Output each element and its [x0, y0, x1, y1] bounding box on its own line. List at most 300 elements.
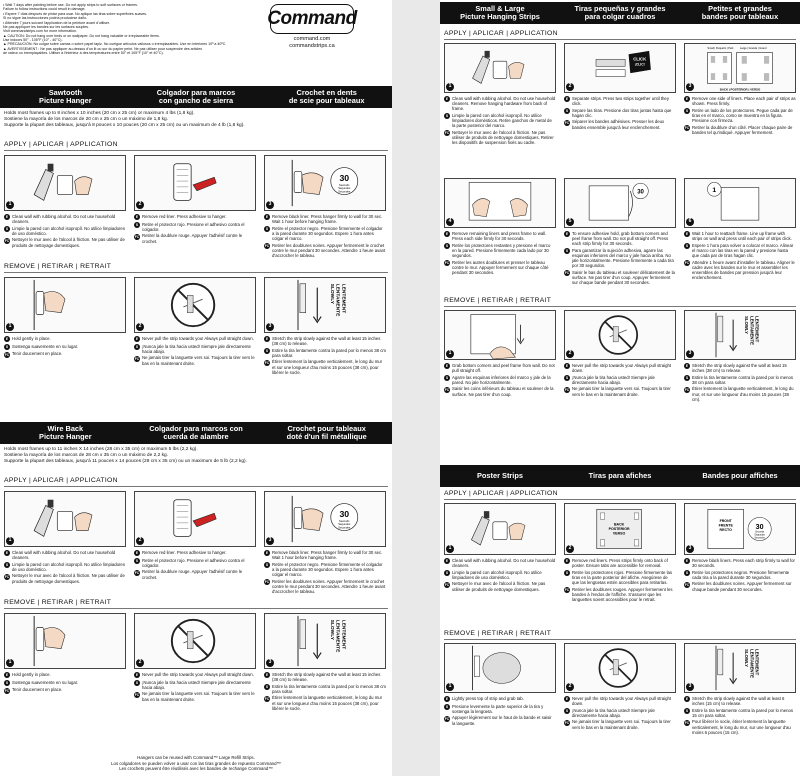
- language-badge: E: [5, 337, 9, 342]
- step-drawing: [265, 492, 385, 546]
- language-badge: S: [445, 704, 449, 709]
- slowly-label: LENTEMENT: [340, 283, 346, 314]
- step-text: Limpie la pared con alcohol isopropíl. No utilice limpiadores de uso doméstico.: [12, 225, 125, 236]
- title-line: Crochet pour tableaux: [287, 424, 366, 434]
- step-illustration: [134, 155, 256, 211]
- step-drawing: [685, 504, 795, 554]
- step-line: [564, 375, 676, 385]
- step-line: [684, 719, 796, 734]
- language-badge: E: [445, 559, 449, 564]
- step-drawing: [565, 644, 675, 692]
- step-text: Separate strips. Press two strips together until they click.: [572, 96, 669, 107]
- step-number: 3: [686, 545, 694, 553]
- step-line: [264, 336, 386, 346]
- step-text: Presione levemente la parte superior de la tira y sostenga la lengüeta.: [452, 703, 544, 714]
- warning-line: Visit commandstrips.com for more information.: [3, 29, 78, 34]
- strips-remove-heading: REMOVE | RETIRAR | RETRAIT: [444, 297, 552, 304]
- poster-title-en: [440, 472, 560, 480]
- step-illustration: [444, 310, 556, 360]
- step-illustration: [264, 155, 386, 211]
- seconds-label: Segundos: [338, 187, 351, 191]
- step-instructions: [684, 96, 796, 136]
- language-badge: FC: [564, 271, 570, 276]
- title-line: Colgador para marcos: [156, 88, 236, 98]
- step-text: Nettoyer le mur avec de l'alcool à friction. Ne pas utiliser de produits de nettoyage domestiques.: [12, 573, 125, 584]
- slowly-label: LENTEMENT: [754, 649, 760, 676]
- step-text: Retire el protector negro. Presione firmemente el colgador a la pared durante 30 segundos. Espere 1 hora antes colgar el marco.: [272, 225, 383, 242]
- step-instructions: [4, 550, 126, 585]
- step-instructions: [684, 558, 796, 593]
- step-number: 2: [566, 545, 574, 553]
- language-badge: FC: [684, 260, 690, 265]
- step-line: [564, 719, 676, 729]
- step-text: Retirer la doublure d'un côté. Placer chaque paire de bandes tel qu'indiqué. Appuyer fermement.: [692, 124, 793, 135]
- step-text: Retire un lado de los protectores. Pegue cada par de tiras en el marco, como se muestra en la figura. Presione con firmeza.: [692, 107, 793, 124]
- step-text: Retire los protectores negros. Presione firmemente cada tira a la pared durante 30 segundos.: [692, 569, 790, 580]
- poster-front-label: FRENTE: [718, 523, 733, 528]
- step-drawing: [565, 179, 675, 227]
- slowly-label: SLOWLY: [328, 283, 334, 304]
- wire-capacity: [4, 447, 388, 464]
- step-instructions: [684, 231, 796, 282]
- step-illustration: [264, 277, 386, 333]
- divider: [444, 639, 796, 640]
- sawtooth-title-fr: [261, 89, 392, 105]
- step-drawing: [5, 492, 125, 546]
- title-line: cuerda de alambre: [163, 432, 229, 441]
- step-text: Retire el protector negro. Presione firmemente el colgador a la pared durante 30 segundos. Espere 1 hora antes colgar el marco.: [272, 561, 383, 578]
- sawtooth-title-en: [0, 89, 131, 105]
- step-instructions: [444, 696, 556, 727]
- step-drawing: [445, 311, 555, 359]
- language-badge: FC: [444, 260, 450, 265]
- step-line: [564, 248, 676, 269]
- step-number: 1: [446, 683, 454, 691]
- step-illustration: [134, 613, 256, 669]
- step-text: Grab bottom corners and peel frame from wall. Do not pull straight off.: [452, 363, 555, 374]
- language-badge: S: [135, 680, 139, 685]
- language-badge: FC: [134, 692, 140, 697]
- language-badge: E: [265, 551, 269, 556]
- step-text: Stretch the strip slowly against the wall at least 15 inches (38 cm) to release.: [272, 336, 381, 347]
- step-number: 3: [686, 350, 694, 358]
- language-badge: FC: [264, 579, 270, 584]
- step-drawing: [265, 156, 385, 210]
- step-number: 2: [136, 201, 144, 209]
- step-text: Agarre las esquinas inferiores del marco y jale de la pared. No jale horizontalmente.: [452, 374, 551, 385]
- poster-back-label: BACK: [613, 522, 625, 527]
- step-line: [134, 558, 256, 568]
- step-text: Estire la tira lentamente contra la pared por lo menos 38 cm para soltar.: [272, 683, 386, 694]
- step-line: [4, 344, 126, 350]
- step-text: Limpie la pared con alcohol isopropíl. No utilice limpiadores domésticos. Retire ganchos de metal de la parte posterior del marco.: [452, 112, 552, 129]
- step-illustration: [444, 643, 556, 693]
- step-illustration: [134, 491, 256, 547]
- step-line: [684, 696, 796, 706]
- step-illustration: [4, 491, 126, 547]
- seconds-label: Segundos: [338, 523, 351, 527]
- step-line: [444, 363, 556, 373]
- step-instructions: [4, 336, 126, 359]
- title-line: Crochet en dents: [296, 88, 357, 98]
- step-illustration: [564, 503, 676, 555]
- step-text: Estire la tira lentamente contra la pared por lo menos 38 cm para soltar.: [692, 374, 794, 385]
- language-badge: FC: [564, 120, 570, 125]
- slowly-label: LENTEMENT: [754, 316, 760, 343]
- step-drawing: [5, 278, 125, 332]
- language-badge: FC: [564, 387, 570, 392]
- step-line: [264, 359, 386, 374]
- step-number: 1: [6, 659, 14, 667]
- step-illustration: [444, 503, 556, 555]
- seconds-label: Segundos: [754, 534, 765, 537]
- seconds-label: Seconds: [755, 531, 765, 534]
- title-line: Tiras pequeñas y grandes: [574, 4, 666, 14]
- step-illustration: [684, 43, 796, 93]
- step-line: [564, 108, 676, 118]
- step-line: [444, 581, 556, 591]
- step-text: Remove black liner. Press hanger firmly to wall for 30 sec. Wait 1 hour before hanging frame.: [272, 550, 383, 561]
- step-text: Sostenga suavemente en su lugar.: [12, 343, 79, 349]
- step-text: Estire la tira lentamente contra la pared por lo menos 15 cm para soltar.: [692, 707, 794, 718]
- brand-urls: [262, 36, 362, 49]
- size-large-label: Large | Grande | Grand: [740, 47, 767, 51]
- seconds-label: Seconds: [339, 519, 350, 523]
- step-text: Never pull the strip towards you! Always pull straight down.: [572, 363, 672, 374]
- step-line: [444, 386, 556, 396]
- step-illustration: [444, 43, 556, 93]
- step-text: Ne jamais tirer la languette vers soi. Toujours la tirer vers le bas en la maintenant droite.: [572, 719, 671, 730]
- language-badge: S: [685, 375, 689, 380]
- step-line: [264, 226, 386, 241]
- language-badge: S: [265, 684, 269, 689]
- slowly-label: LENTAMENTE: [334, 283, 340, 317]
- step-illustration: [134, 277, 256, 333]
- sawtooth-capacity: [4, 111, 388, 128]
- slowly-label: LENTAMENTE: [334, 619, 340, 653]
- language-badge: FC: [134, 356, 140, 361]
- step-line: [684, 375, 796, 385]
- step-line: [564, 270, 676, 285]
- step-line: [134, 336, 256, 342]
- step-text: Retire los protectores restantes y presione el marco en la pared. Presione firmemente cada lado por 30 segundos.: [452, 242, 551, 259]
- step-number: 3: [266, 659, 274, 667]
- title-line: Petites et grandes: [708, 4, 772, 14]
- step-text: ¡Nunca jale la tira hacia usted! Siempre jale directamente hacia abajo.: [142, 679, 251, 690]
- step-line: [684, 581, 796, 591]
- step-line: [684, 96, 796, 106]
- language-badge: S: [445, 375, 449, 380]
- warning-line: Ne pas appliquer les bandes sur les surfaces souples.: [3, 24, 90, 29]
- step-line: [264, 214, 386, 224]
- step-line: [564, 570, 676, 585]
- step-text: To ensure adhesive hold, grab bottom corners and peel frame from wall. Do not pull straight off. Press each strip firmly for 30 seconds.: [572, 231, 669, 247]
- step-line: [4, 550, 126, 560]
- step-text: Para garantizar la sujeción adhesiva, agarre las esquinas inferiores del marco y jale hacia arriba. No jale horizontalmente. Presione firmemente a cada tira por 30 segundos.: [572, 247, 674, 269]
- language-badge: S: [445, 114, 449, 119]
- slowly-label: LENTAMENTE: [749, 316, 755, 345]
- language-badge: S: [5, 680, 9, 685]
- poster-back-label: POSTERIOR: [608, 526, 630, 531]
- language-badge: FC: [264, 360, 270, 365]
- strips-title-bar: [440, 2, 800, 24]
- step-instructions: [684, 696, 796, 736]
- language-badge: FC: [444, 387, 450, 392]
- poster-title-fr: [680, 472, 800, 480]
- slowly-label: LENTEMENT: [340, 619, 346, 650]
- step-line: [4, 237, 126, 247]
- step-number: 3: [686, 83, 694, 91]
- step-line: [4, 336, 126, 342]
- step-text: Attendre 1 heure avant d'installer le tableau. Aligner le cadre avec les bandes sur le mur et assembler les ensembles de bandes par pression jusqu'à leur enclenchement.: [692, 259, 795, 281]
- language-badge: S: [685, 243, 689, 248]
- sawtooth-title-bar: [0, 86, 392, 108]
- step-text: Retire los protectores rojos. Presione firmemente las tiras en la parte posterior del afiche. Asegúrese de que las lengüetas estén accesibles para retirarlas.: [572, 569, 673, 586]
- strips-title-es: [560, 5, 680, 21]
- url-command[interactable]: command.com: [293, 36, 331, 42]
- poster-back-label: VERSO: [612, 531, 626, 536]
- step-line: [564, 119, 676, 129]
- step-line: [264, 243, 386, 258]
- step-drawing: [685, 644, 795, 692]
- language-badge: E: [565, 559, 569, 564]
- step-text: Limpie la pared con alcohol isopropíl. No utilice limpiadores de uso doméstico.: [452, 569, 542, 580]
- sawtooth-title-es: [131, 89, 262, 105]
- language-badge: E: [685, 97, 689, 102]
- divider: [4, 608, 388, 609]
- step-instructions: [134, 550, 256, 581]
- step-text: Tenir doucement en place.: [12, 351, 63, 357]
- language-badge: FC: [684, 720, 690, 725]
- step-text: Never pull the strip towards you! Always pull straight down.: [142, 672, 254, 677]
- seconds-label: Secondes: [338, 190, 351, 194]
- language-badge: S: [265, 562, 269, 567]
- step-number: 1: [6, 323, 14, 331]
- step-drawing: [135, 278, 255, 332]
- poster-front-label: FRONT: [719, 518, 732, 523]
- title-line: Tiras para afiches: [588, 471, 652, 480]
- poster-title-bar: [440, 465, 800, 487]
- warning-line: • Wait 7 days after painting before use. Do not apply strips to soft surfaces or frames.: [3, 3, 138, 7]
- step-number: 2: [566, 83, 574, 91]
- divider: [4, 486, 388, 487]
- step-text: Remove remaining liners and press frame to wall. Press each side firmly for 30 seconds.: [452, 231, 547, 242]
- step-line: [444, 696, 556, 702]
- title-line: Picture Hanger: [39, 432, 92, 441]
- step-line: [564, 708, 676, 718]
- step-line: [264, 672, 386, 682]
- language-badge: S: [265, 226, 269, 231]
- step-line: [134, 214, 256, 220]
- step-text: Étirer lentement la languette verticalement, le long du mur et sur une longueur d'au moins 15 pouces (38 cm), pour libérer le socle.: [272, 695, 383, 711]
- step-text: Never pull the strip towards you! Always pull straight down.: [142, 336, 254, 341]
- step-line: [564, 386, 676, 396]
- language-badge: E: [565, 97, 569, 102]
- strips-title-fr: [680, 5, 800, 21]
- step-text: Limpie la pared con alcohol isopropíl. No utilice limpiadores de uso doméstico.: [12, 561, 125, 572]
- step-text: Retire el protector rojo. Presione el adhesivo contra el colgador.: [142, 557, 245, 568]
- step-text: Retirer les autres doublures et presser le tableau contre le mur. Appuyer fermement sur chaque côté pendant 30 secondes.: [452, 259, 549, 275]
- step-instructions: [564, 363, 676, 398]
- seconds-label: Secondes: [754, 537, 765, 540]
- step-drawing: [445, 44, 555, 92]
- step-instructions: [134, 672, 256, 703]
- slowly-label: SLOWLY: [744, 316, 750, 335]
- step-text: Retirer les doublures noires. Appuyer fermement le crochet contre le mur pendant 30 secondes. Attendre 1 heure avant d'accrocher le tableau.: [272, 578, 386, 594]
- language-badge: E: [445, 232, 449, 237]
- step-number: 2: [566, 350, 574, 358]
- title-line: Picture Hanging Strips: [460, 12, 540, 21]
- title-line: doté d'un fil métallique: [286, 432, 367, 441]
- step-number: 6: [686, 218, 694, 226]
- strips-title-en: [440, 5, 560, 21]
- step-text: Clean wall with rubbing alcohol. Do not use household cleaners. Remove hanging hardware from back of frame.: [452, 96, 556, 112]
- step-text: Clean wall with rubbing alcohol. Do not use household cleaners.: [12, 550, 116, 561]
- step-text: Hold gently in place.: [12, 672, 51, 677]
- language-badge: FC: [4, 352, 10, 357]
- reuse-footer: [30, 755, 362, 772]
- step-instructions: [264, 672, 386, 712]
- step-line: [134, 550, 256, 556]
- step-line: [444, 130, 556, 145]
- step-line: [444, 113, 556, 128]
- url-commandstrips[interactable]: commandstrips.ca: [289, 42, 335, 49]
- step-line: [684, 386, 796, 401]
- back-label: BACK | POSTERIOR | VERSO: [719, 87, 761, 92]
- step-illustration: [4, 277, 126, 333]
- language-badge: E: [265, 215, 269, 220]
- step-line: [564, 231, 676, 246]
- step-text: Sostenga suavemente en su lugar.: [12, 679, 79, 685]
- step-text: Stretch the strip slowly against the wall at least 15 inches (38 cm) to release.: [692, 363, 787, 374]
- language-badge: E: [135, 215, 139, 220]
- step-line: [684, 570, 796, 580]
- seconds-number: 30: [755, 523, 764, 531]
- step-text: Remove one side of liners. Place each pair of strips as shown. Press firmly.: [692, 96, 796, 107]
- step-text: Ne jamais tirer la languette vers soi. Toujours la tirer vers le bas en la maintenant droite.: [142, 355, 255, 366]
- step-illustration: [564, 43, 676, 93]
- step-line: [564, 587, 676, 602]
- step-text: Separe las tiras. Presione dos tiras juntas hasta que hagan clic.: [572, 107, 672, 118]
- click-label: CLICK: [633, 56, 647, 62]
- language-badge: E: [135, 551, 139, 556]
- wire-remove-heading: REMOVE | RETIRAR | RETRAIT: [4, 599, 112, 606]
- language-badge: S: [5, 344, 9, 349]
- step-instructions: [684, 363, 796, 403]
- step-text: Nettoyer le mur avec de l'alcool à friction. Ne pas utiliser de produits de nettoyage domestiques.: [12, 237, 125, 248]
- language-badge: FC: [444, 716, 450, 721]
- language-badge: FC: [134, 570, 140, 575]
- step-instructions: [134, 336, 256, 367]
- wire-title-fr: [261, 425, 392, 441]
- step-line: [4, 672, 126, 678]
- step-text: Retirer les doublures rouges. Appuyer fermement les bandes à l'endos de l'affiche. S'assurer que les languettes soient accessibles pour le retrait.: [572, 586, 673, 602]
- sawtooth-apply-heading: APPLY | APLICAR | APPLICATION: [4, 141, 118, 148]
- capacity-line: Holds most frames up to 11 inches X 14 inches (28 cm x 35 cm) or maximum 5 lbs (2,2 kg).: [4, 447, 198, 452]
- step-text: Ne jamais tirer la languette vers soi. Toujours la tirer vers le bas en la maintenant droite.: [572, 386, 671, 397]
- language-badge: FC: [264, 696, 270, 701]
- step-line: [444, 558, 556, 568]
- language-badge: FC: [444, 582, 450, 587]
- language-badge: FC: [4, 238, 10, 243]
- step-line: [134, 691, 256, 701]
- step-text: Retirer les doublures noires. Appuyer fermement le crochet contre le mur pendant 30 secondes. Attendre 1 heure avant d'accrocher le tableau.: [272, 242, 386, 258]
- step-number: 3: [266, 201, 274, 209]
- step-drawing: [265, 278, 385, 332]
- step-instructions: [264, 214, 386, 259]
- step-number: 2: [136, 659, 144, 667]
- capacity-line: Supporte la plupart des tableaux, jusqu'à 8 pouces x 10 pouces (20 cm x 25 cm) ou un maximum de 4 lb (1,8 kg).: [4, 122, 245, 128]
- title-line: Picture Hanger: [39, 96, 92, 105]
- language-badge: S: [5, 562, 9, 567]
- step-text: Never pull the strip towards you! Always pull straight down.: [572, 696, 672, 707]
- step-line: [4, 226, 126, 236]
- right-instruction-sheet: [440, 0, 800, 776]
- step-text: Retire el protector rojo. Presione el adhesivo contra el colgador.: [142, 221, 245, 232]
- step-text: Retirer la doublure rouge. Appuyer l'adhésif contre le crochet.: [142, 233, 243, 244]
- language-badge: S: [565, 108, 569, 113]
- step-drawing: [565, 504, 675, 554]
- step-instructions: [4, 214, 126, 249]
- step-drawing: [5, 156, 125, 210]
- language-badge: E: [445, 97, 449, 102]
- step-line: [444, 570, 556, 580]
- divider: [444, 499, 796, 500]
- avertissement-line: ▲ AVERTISSEMENT : Ne pas appliquer au-dessus d'un lit ou sur du papier peint. Ne pas utiliser pour suspendre des articles: [3, 46, 203, 51]
- step-instructions: [444, 363, 556, 398]
- step-line: [264, 684, 386, 694]
- step-text: Clean wall with rubbing alcohol. Do not use household cleaners.: [452, 558, 556, 569]
- wire-title-en: [0, 425, 131, 441]
- footer-line: Los colgadores se pueden volver a usar con las tiras grandes de repuesto Command™: [111, 760, 281, 766]
- divider: [444, 39, 796, 40]
- step-text: Remove red liners. Press strips firmly onto back of poster. Ensure tabs are accessible for removal.: [572, 558, 668, 569]
- step-drawing: [445, 179, 555, 227]
- step-text: Pour libérer le socle, étirer lentement la languette verticalement, le long du mur, sur une longueur d'au moins 6 pouces (15 cm).: [692, 719, 791, 735]
- language-badge: E: [445, 697, 449, 702]
- step-number: 1: [6, 201, 14, 209]
- step-text: Séparer les bandes adhésives. Presser les deux bandes ensemble jusqu'à leur enclenchement.: [572, 119, 665, 130]
- capacity-line: Sostiene la mayoría de los marcos de 28 cm x 35 cm o un máximo de 2,2 kg.: [4, 452, 168, 458]
- title-line: bandes pour tableaux: [701, 12, 779, 21]
- language-badge: FC: [684, 387, 690, 392]
- language-badge: E: [685, 232, 689, 237]
- step-number: 4: [446, 218, 454, 226]
- step-drawing: [5, 614, 125, 668]
- step-text: Remove red liner. Press adhesive to hanger.: [142, 214, 227, 219]
- language-badge: S: [445, 570, 449, 575]
- step-line: [564, 96, 676, 106]
- language-badge: S: [135, 344, 139, 349]
- language-badge: S: [5, 226, 9, 231]
- step-text: ¡Nunca jale la tira hacia usted! Siempre jale directamente hacia abajo.: [572, 707, 655, 718]
- step-number: 2: [566, 683, 574, 691]
- step-illustration: [264, 613, 386, 669]
- caution-temp-line: Use indoors 50° - 105°F (10° - 40°C).: [3, 38, 63, 42]
- step-text: Ne jamais tirer la languette vers soi. Toujours la tirer vers le bas en la maintenant droite.: [142, 691, 255, 702]
- step-text: ¡Nunca jale la tira hacia usted! Siempre jale directamente hacia abajo.: [142, 343, 251, 354]
- step-line: [564, 696, 676, 706]
- avertissement-line: de valeur ou irremplaçables. Utiliser à l'intérieur à des températures entre 50° et 105°F (10° et 40°C).: [3, 51, 164, 56]
- step-drawing: [685, 44, 795, 92]
- step-line: [4, 562, 126, 572]
- step-line: [684, 125, 796, 135]
- caution-line: ▲ CAUTION: Do not hang over beds or on wallpaper. Do not hang valuable or irreplaceable items.: [3, 33, 160, 38]
- step-instructions: [4, 672, 126, 695]
- language-badge: E: [685, 364, 689, 369]
- step-text: Nettoyer le mur avec de l'alcool à friction. Ne pas utiliser de produits de nettoyage domestiques.: [452, 581, 546, 592]
- poster-title-es: [560, 472, 680, 480]
